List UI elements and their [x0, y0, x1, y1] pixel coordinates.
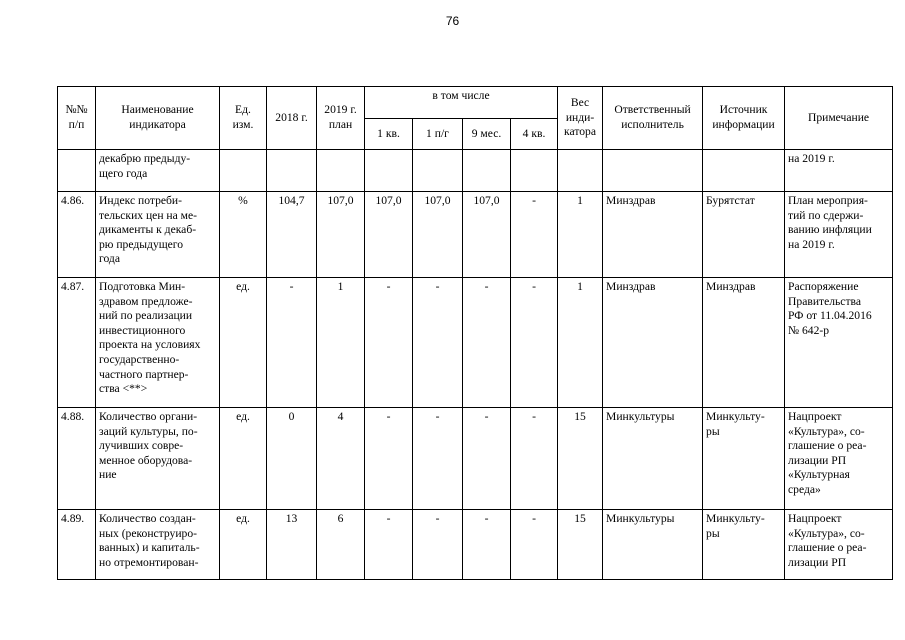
- cell-responsible: Минкультуры: [603, 510, 703, 580]
- cell-source: Минкульту- ры: [703, 408, 785, 510]
- cell-2018: 0: [267, 408, 317, 510]
- cell-weight: 1: [558, 278, 603, 408]
- table-row: [58, 408, 893, 510]
- header-name: Наименование индикатора: [96, 87, 220, 150]
- cell-9m: -: [463, 278, 511, 408]
- cell-2019: [317, 150, 365, 192]
- cell-num: 4.88.: [58, 408, 96, 510]
- cell-9m: [463, 150, 511, 192]
- cell-q4: -: [511, 278, 558, 408]
- cell-note: Распоряжение Правительства РФ от 11.04.2016 № 642-р: [785, 278, 893, 408]
- page-number: 76: [445, 14, 460, 28]
- cell-2019: 4: [317, 408, 365, 510]
- cell-q4: -: [511, 408, 558, 510]
- cell-9m: -: [463, 408, 511, 510]
- cell-q1: -: [365, 510, 413, 580]
- header-responsible: Ответственный исполнитель: [603, 87, 703, 150]
- table-row: [58, 510, 893, 580]
- cell-unit: %: [220, 192, 267, 278]
- table-row: [58, 150, 893, 192]
- cell-q1: 107,0: [365, 192, 413, 278]
- cell-responsible: Минздрав: [603, 192, 703, 278]
- cell-responsible: Минздрав: [603, 278, 703, 408]
- cell-num: 4.87.: [58, 278, 96, 408]
- header-9m: 9 мес.: [463, 119, 511, 150]
- cell-unit: ед.: [220, 408, 267, 510]
- cell-source: Минкульту- ры: [703, 510, 785, 580]
- header-2018: 2018 г.: [267, 87, 317, 150]
- cell-h1: -: [413, 278, 463, 408]
- cell-note: Нацпроект «Культура», со- глашение о реа- лизации РП «Культурная среда»: [785, 408, 893, 510]
- cell-weight: 1: [558, 192, 603, 278]
- header-note: Примечание: [785, 87, 893, 150]
- cell-h1: [413, 150, 463, 192]
- header-h1: 1 п/г: [413, 119, 463, 150]
- header-weight: Вес инди- катора: [558, 87, 603, 150]
- cell-2019: 107,0: [317, 192, 365, 278]
- cell-2018: -: [267, 278, 317, 408]
- cell-num: 4.89.: [58, 510, 96, 580]
- cell-source: Минздрав: [703, 278, 785, 408]
- cell-weight: [558, 150, 603, 192]
- cell-name: Подготовка Мин- здравом предложе- ний по реализации инвестиционного проекта на условиях государственно- частного партнер- ства <**>: [96, 278, 220, 408]
- cell-2019: 6: [317, 510, 365, 580]
- cell-q1: -: [365, 408, 413, 510]
- cell-note: План мероприя- тий по сдержи- ванию инфляции на 2019 г.: [785, 192, 893, 278]
- header-unit: Ед. изм.: [220, 87, 267, 150]
- cell-h1: -: [413, 408, 463, 510]
- cell-name: декабрю предыду- щего года: [96, 150, 220, 192]
- cell-source: [703, 150, 785, 192]
- table-row: [58, 192, 893, 278]
- header-q4: 4 кв.: [511, 119, 558, 150]
- cell-2018: [267, 150, 317, 192]
- cell-q4: [511, 150, 558, 192]
- cell-name: Количество создан- ных (реконструиро- ванных) и капиталь- но отремонтирован-: [96, 510, 220, 580]
- cell-name: Индекс потреби- тельских цен на ме- дикаменты к декаб- рю предыдущего года: [96, 192, 220, 278]
- table-row: [58, 278, 893, 408]
- indicators-table: [57, 86, 893, 580]
- cell-source: Бурятстат: [703, 192, 785, 278]
- cell-9m: -: [463, 510, 511, 580]
- cell-unit: [220, 150, 267, 192]
- cell-q1: -: [365, 278, 413, 408]
- cell-9m: 107,0: [463, 192, 511, 278]
- header-source: Источник информации: [703, 87, 785, 150]
- cell-2018: 104,7: [267, 192, 317, 278]
- cell-2018: 13: [267, 510, 317, 580]
- header-q1: 1 кв.: [365, 119, 413, 150]
- cell-h1: 107,0: [413, 192, 463, 278]
- header-2019: 2019 г. план: [317, 87, 365, 150]
- cell-q4: -: [511, 192, 558, 278]
- cell-note: Нацпроект «Культура», со- глашение о реа- лизации РП: [785, 510, 893, 580]
- cell-responsible: [603, 150, 703, 192]
- cell-weight: 15: [558, 408, 603, 510]
- cell-h1: -: [413, 510, 463, 580]
- cell-q1: [365, 150, 413, 192]
- cell-q4: -: [511, 510, 558, 580]
- cell-unit: ед.: [220, 510, 267, 580]
- header-including: в том числе: [365, 87, 558, 119]
- cell-num: 4.86.: [58, 192, 96, 278]
- cell-responsible: Минкультуры: [603, 408, 703, 510]
- cell-num: [58, 150, 96, 192]
- cell-note: на 2019 г.: [785, 150, 893, 192]
- header-num: №№ п/п: [58, 87, 96, 150]
- cell-weight: 15: [558, 510, 603, 580]
- header-row-1: [58, 87, 893, 119]
- cell-2019: 1: [317, 278, 365, 408]
- cell-unit: ед.: [220, 278, 267, 408]
- cell-name: Количество органи- заций культуры, по- лучивших совре- менное оборудова- ние: [96, 408, 220, 510]
